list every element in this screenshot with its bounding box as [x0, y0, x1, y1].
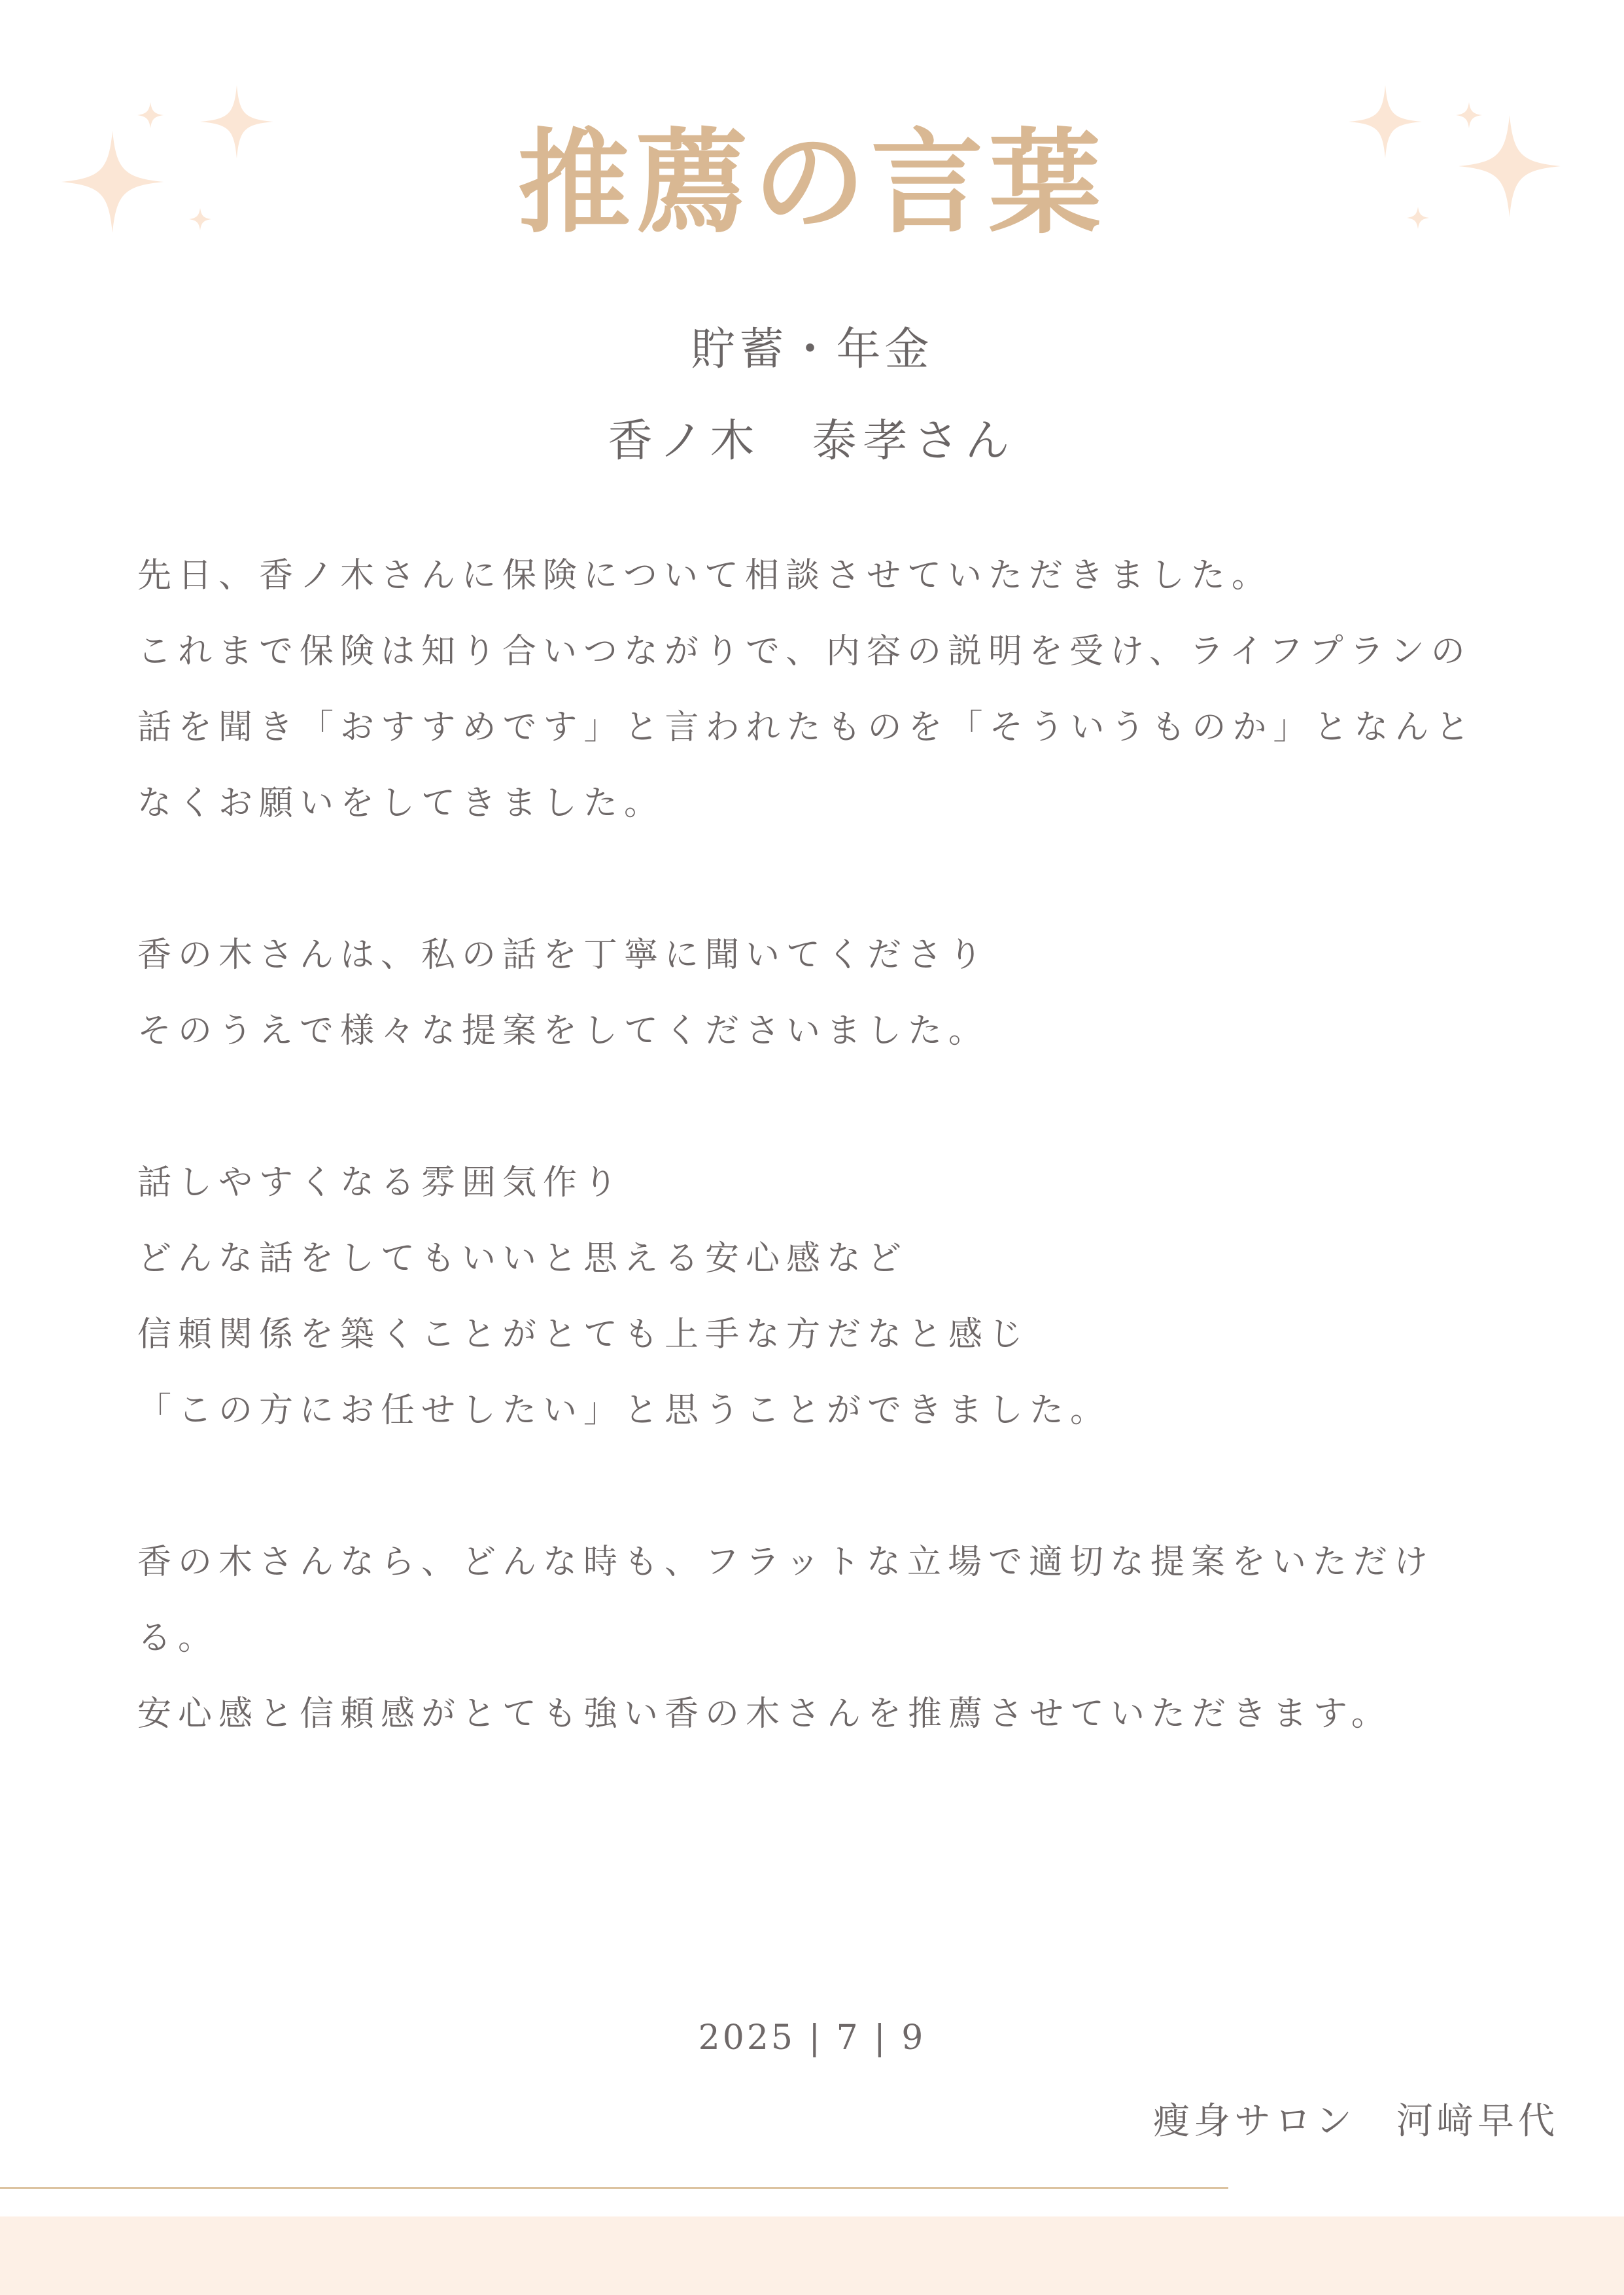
body-line: 話しやすくなる雰囲気作り	[137, 1163, 625, 1202]
category-subtitle: 貯蓄・年金	[691, 324, 933, 376]
letter-date: 2025 | 7 | 9	[698, 2018, 926, 2058]
divider-line	[0, 2187, 1228, 2189]
body-line: 安心感と信頼感がとても強い香の木さんを推薦させていただきます。	[137, 1694, 1392, 1734]
signature: 瘦身サロン 河﨑早代	[1153, 2100, 1559, 2143]
paragraph-spacer	[137, 1069, 1498, 1145]
body-line: る。	[137, 1619, 219, 1658]
body-line: そのうえで様々な提案をしてくださいました。	[137, 1011, 990, 1051]
body-line: 話を聞き「おすすめです」と言われたものを「そういうものか」となんと	[137, 708, 1476, 747]
paragraph-spacer	[137, 841, 1498, 917]
body-line: 香の木さんなら、どんな時も、フラットな立場で適切な提案をいただけ	[137, 1543, 1434, 1582]
recipient-name: 香ノ木 泰孝さん	[608, 415, 1016, 467]
footer-band	[0, 2216, 1624, 2295]
body-line: 「この方にお任せしたい」と思うことができました。	[137, 1391, 1111, 1430]
recommendation-body	[137, 538, 1498, 1752]
body-line: なくお願いをしてきました。	[137, 784, 665, 823]
body-line: どんな話をしてもいいと思える安心感など	[137, 1239, 908, 1278]
body-line: これまで保険は知り合いつながりで、内容の説明を受け、ライフプランの	[137, 632, 1472, 671]
body-line: 香の木さんは、私の話を丁寧に聞いてくださり	[137, 936, 990, 975]
body-line: 先日、香ノ木さんに保険について相談させていただきました。	[137, 556, 1272, 595]
paragraph-spacer	[137, 1448, 1498, 1524]
page-title: 推薦の言葉	[517, 117, 1107, 249]
body-line: 信頼関係を築くことがとても上手な方だなと感じ	[137, 1315, 1030, 1354]
